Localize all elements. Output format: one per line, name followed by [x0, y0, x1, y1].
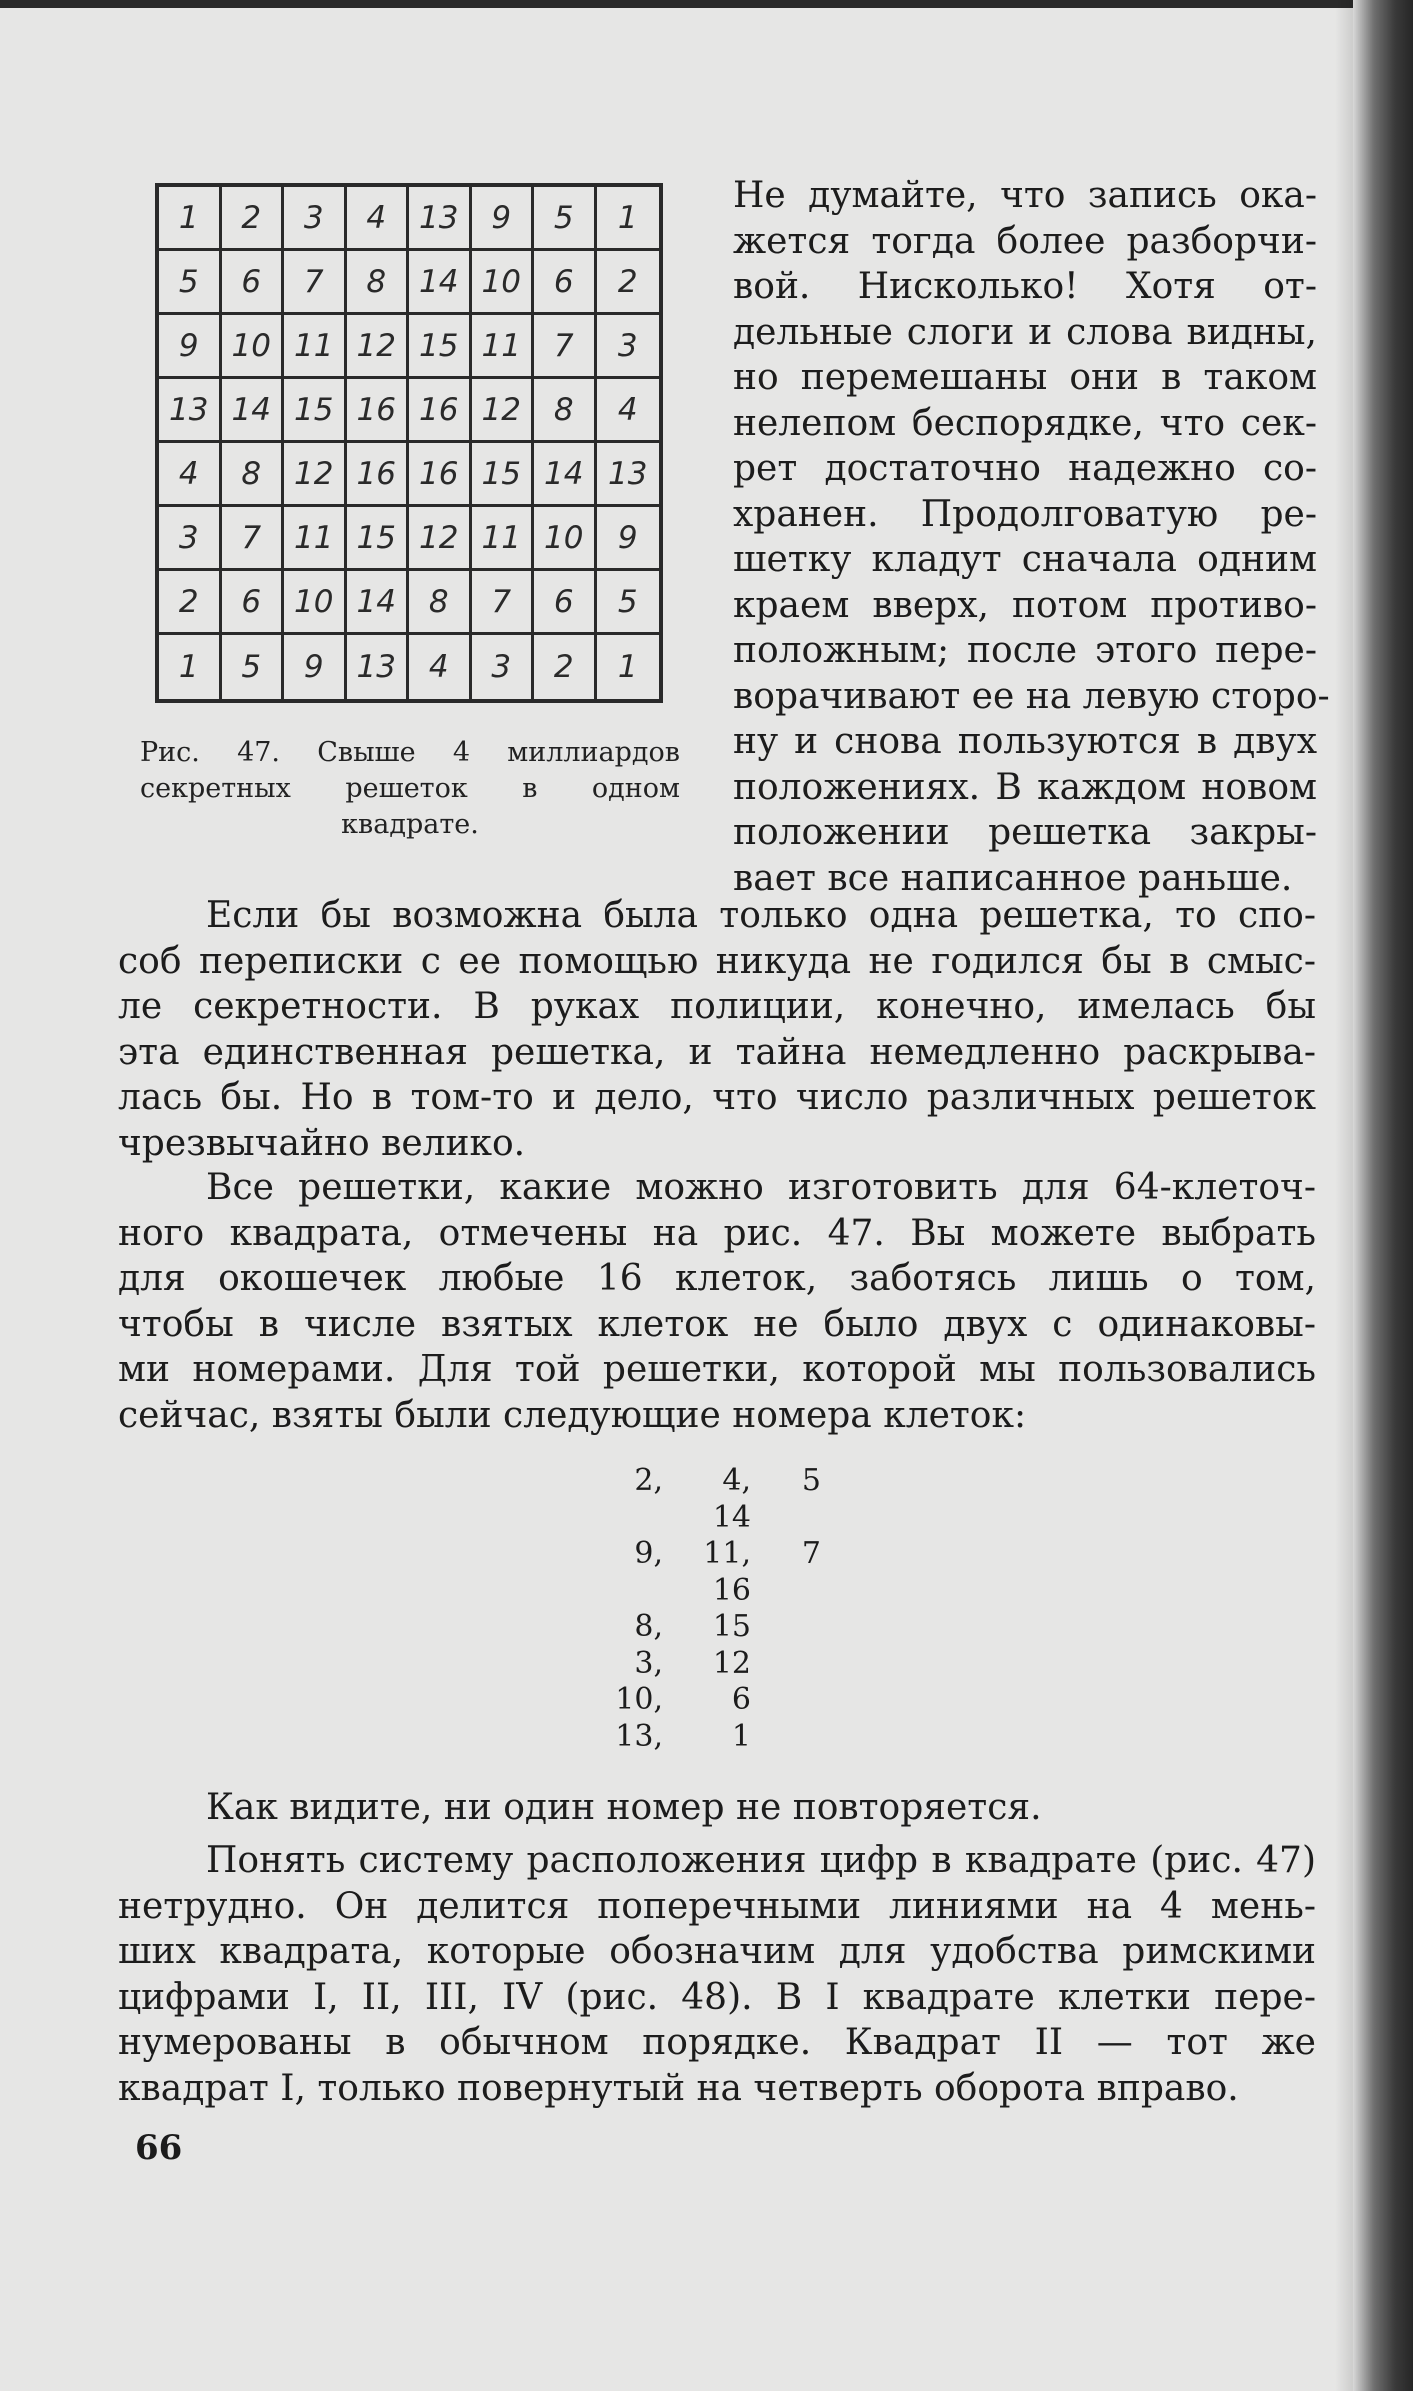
number-item: 13, — [615, 1718, 663, 1754]
grid-cell: 1 — [159, 635, 222, 699]
number-row — [600, 1609, 860, 1646]
number-item — [751, 1719, 821, 1756]
grid-cell: 5 — [222, 635, 285, 699]
number-item — [751, 1500, 821, 1537]
number-item: 6 — [731, 1682, 751, 1717]
text-line: ного квадрата, отмечены на рис. 47. Вы можете выбрать — [118, 1212, 1316, 1254]
text-line: эта единственная решетка, и тайна немедленно раскрыва- — [118, 1031, 1316, 1073]
text-line: нумерованы в обычном порядке. Квадрат II — тот же — [118, 2022, 1316, 2063]
top-edge-shadow — [0, 0, 1413, 8]
text-line: Если бы возможна была только одна решетка, то спо- — [206, 895, 1316, 936]
grid-cell: 14 — [534, 443, 597, 507]
grid-cell: 5 — [597, 571, 660, 635]
text-line: вой. Нисколько! Хотя от- — [733, 266, 1317, 307]
number-item: 8, — [634, 1609, 663, 1644]
figure-caption: Рис. 47. Свыше 4 миллиардов секретных решеток в одном квадрате. — [140, 737, 680, 840]
grid-cell: 4 — [409, 635, 472, 699]
grid-cell: 7 — [222, 507, 285, 571]
number-row — [600, 1573, 860, 1610]
grid-cell: 4 — [347, 187, 410, 251]
text-line: шетку кладут сначала одним — [733, 539, 1317, 580]
number-item — [751, 1609, 821, 1646]
grid-cell: 14 — [347, 571, 410, 635]
text-line: рет достаточно надежно со- — [733, 448, 1317, 489]
number-item: 5 — [801, 1463, 821, 1498]
grid-cell: 15 — [347, 507, 410, 571]
number-item — [600, 1500, 663, 1537]
text-line: Не думайте, что запись ока- — [733, 175, 1317, 216]
text-line: дельные слоги и слова видны, — [733, 311, 1317, 353]
cell-number-list — [600, 1463, 860, 1755]
grid-cell: 14 — [222, 379, 285, 443]
number-item: 11, — [703, 1536, 751, 1571]
paragraph-4 — [118, 1838, 1316, 2111]
number-item: 14 — [712, 1499, 751, 1535]
grid-cell: 3 — [472, 635, 535, 699]
grid-cell: 11 — [284, 315, 347, 379]
grid-cell: 10 — [472, 251, 535, 315]
page-number: 66 — [135, 2128, 183, 2168]
grid-cell: 2 — [222, 187, 285, 251]
grid-cell: 4 — [597, 379, 660, 443]
grid-cell: 7 — [534, 315, 597, 379]
text-line: хранен. Продолговатую ре- — [733, 493, 1317, 535]
grid-cell: 1 — [159, 187, 222, 251]
grid-cell: 16 — [347, 443, 410, 507]
grid-cell: 11 — [472, 315, 535, 379]
grid-cell: 11 — [472, 507, 535, 571]
grid-cell: 8 — [222, 443, 285, 507]
grid-cell: 12 — [409, 507, 472, 571]
number-item: 3, — [634, 1645, 663, 1681]
text-line: ну и снова пользуются в двух — [733, 721, 1317, 762]
text-line: цифрами I, II, III, IV (рис. 48). В I квадрате клетки пере- — [118, 1976, 1316, 2018]
text-line: ле секретности. В руках полиции, конечно, имелась бы — [118, 986, 1316, 1027]
number-item: 9, — [634, 1536, 663, 1571]
number-item: 4, — [722, 1463, 751, 1498]
text-line: Понять систему расположения цифр в квадрате (рис. 47) — [206, 1840, 1316, 1881]
grid-cell: 1 — [617, 649, 638, 685]
number-row — [600, 1536, 860, 1573]
text-line: для окошечек любые 16 клеток, заботясь лишь о том, — [118, 1258, 1316, 1299]
grid-cell: 10 — [534, 507, 597, 571]
number-row — [600, 1500, 860, 1537]
grid-cell: 8 — [409, 571, 472, 635]
grid-cell: 3 — [597, 315, 660, 379]
text-line: положениях. В каждом новом — [733, 766, 1317, 808]
number-item: 10, — [615, 1682, 663, 1717]
text-line: жется тогда более разборчи- — [733, 220, 1317, 262]
number-item: 15 — [712, 1609, 751, 1644]
text-line: ми номерами. Для той решетки, которой мы пользовались — [118, 1349, 1316, 1390]
grid-cell: 4 — [159, 443, 222, 507]
grid-cell: 16 — [347, 379, 410, 443]
number-row — [600, 1463, 860, 1500]
grid-cell: 2 — [597, 251, 660, 315]
figure-47-grid — [155, 183, 663, 703]
grid-cell: 12 — [472, 379, 535, 443]
grid-cell: 9 — [159, 315, 222, 379]
number-item: 16 — [712, 1572, 751, 1608]
text-line: лась бы. Но в том-то и дело, что число различных решеток — [118, 1077, 1316, 1118]
grid-cell: 9 — [284, 635, 347, 699]
grid-cell: 13 — [347, 635, 410, 699]
grid-cell: 6 — [222, 251, 285, 315]
text-line: Как видите, ни один номер не повторяется. — [206, 1787, 1042, 1828]
grid-cell: 11 — [284, 507, 347, 571]
grid-cell: 5 — [534, 187, 597, 251]
grid-cell: 3 — [159, 507, 222, 571]
grid-cell: 1 — [597, 187, 660, 251]
number-item: 12 — [712, 1645, 751, 1681]
grid-cell: 15 — [284, 379, 347, 443]
number-row — [600, 1646, 860, 1683]
number-item — [751, 1646, 821, 1683]
grid-cell: 8 — [534, 379, 597, 443]
text-line: нелепом беспорядке, что сек- — [733, 402, 1317, 444]
grid-cell: 9 — [597, 507, 660, 571]
number-item — [751, 1682, 821, 1719]
grid-cell: 13 — [409, 187, 472, 251]
grid-cell: 16 — [409, 379, 472, 443]
grid-cell: 12 — [347, 315, 410, 379]
text-line: ших квадрата, которые обозначим для удобства римскими — [118, 1931, 1316, 1972]
grid-cell: 10 — [222, 315, 285, 379]
text-line: нетрудно. Он делится поперечными линиями на 4 мень- — [118, 1885, 1316, 1927]
number-row — [600, 1682, 860, 1719]
paragraph-3 — [118, 1785, 1316, 1831]
text-line: ворачивают ее на левую сторо- — [733, 675, 1330, 717]
text-line: но перемешаны они в таком — [733, 357, 1317, 398]
grid-cell: 2 — [534, 635, 597, 699]
text-line: Все решетки, какие можно изготовить для 64-клеточ- — [206, 1167, 1316, 1208]
text-line: сейчас, взяты были следующие номера клеток: — [118, 1394, 1027, 1436]
grid-cell: 13 — [159, 379, 222, 443]
text-line: краем вверх, потом противо- — [733, 584, 1317, 626]
grid-cell: 7 — [284, 251, 347, 315]
grid-cell: 6 — [534, 571, 597, 635]
grid-cell: 7 — [472, 571, 535, 635]
grid-cell: 6 — [222, 571, 285, 635]
text-line: вает все написанное раньше. — [733, 857, 1293, 899]
paragraph-2 — [118, 1165, 1316, 1438]
grid-cell: 5 — [159, 251, 222, 315]
number-row — [600, 1719, 860, 1756]
number-item — [600, 1573, 663, 1610]
grid-cell: 9 — [472, 187, 535, 251]
paragraph-1 — [118, 893, 1316, 1166]
grid-cell: 6 — [534, 251, 597, 315]
grid-cell: 2 — [159, 571, 222, 635]
text-line: положении решетка закры- — [733, 812, 1317, 853]
number-item — [751, 1573, 821, 1610]
number-item: 2, — [634, 1463, 663, 1498]
grid-cell: 12 — [284, 443, 347, 507]
right-edge-shadow — [1353, 0, 1413, 2391]
grid-cell: 14 — [409, 251, 472, 315]
number-item: 7 — [801, 1536, 821, 1571]
grid-cell: 15 — [472, 443, 535, 507]
gutter-fade — [1335, 0, 1355, 2391]
text-line: положным; после этого пере- — [733, 630, 1317, 671]
text-line: квадрат I, только повернутый на четверть оборота вправо. — [118, 2067, 1239, 2109]
grid-cell: 3 — [284, 187, 347, 251]
text-line: чтобы в числе взятых клеток не было двух с одинаковы- — [118, 1303, 1316, 1345]
text-line: чрезвычайно велико. — [118, 1122, 526, 1164]
grid-cell: 13 — [597, 443, 660, 507]
grid-cell: 8 — [347, 251, 410, 315]
text-line: соб переписки с ее помощью никуда не годился бы в смыс- — [118, 940, 1316, 982]
grid-cell: 10 — [284, 571, 347, 635]
side-paragraph — [733, 173, 1330, 901]
grid-cell: 15 — [409, 315, 472, 379]
number-item: 1 — [731, 1718, 751, 1754]
grid-cell: 16 — [409, 443, 472, 507]
